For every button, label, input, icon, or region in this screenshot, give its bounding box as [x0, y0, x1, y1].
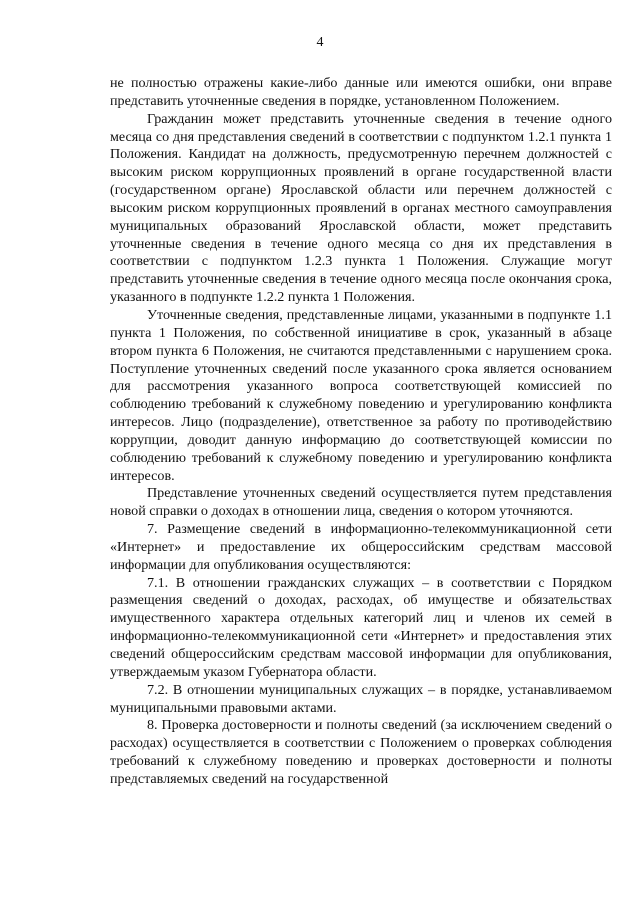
page-number: 4	[316, 35, 324, 50]
paragraph-item-7: 7. Размещение сведений в информационно-телекоммуникационной сети «Интернет» и предоставление их общероссийским средствам массовой информации для опубликования осуществляются:	[110, 521, 612, 573]
paragraph-citizen-corrections: Гражданин может представить уточненные сведения в течение одного месяца со дня представления сведений в соответствии с подпунктом 1.2.1 пункта 1 Положения. Кандидат на должность, предусмотренную перечнем должностей с высоким риском коррупционных проявлений в органе государственной власти (государственном органе) Ярославской области или перечнем должностей с высоким риском коррупционных проявлений в органах местного самоуправления муниципальных образований Ярославской области, может представить уточненные сведения в течение одного месяца со дня их представления в соответствии с подпунктом 1.2.3 пункта 1 Положения. Служащие могут представить уточненные сведения в течение одного месяца после окончания срока, указанного в подпункте 1.2.2 пункта 1 Положения.	[110, 110, 612, 306]
paragraph-item-7-1: 7.1. В отношении гражданских служащих – в соответствии с Порядком размещения сведений о доходах, расходах, об имуществе и обязательствах имущественного характера отдельных категорий лиц и членов их семей в информационно-телекоммуникационной сети «Интернет» и предоставления этих сведений общероссийским средствам массовой информации для опубликования, утверждаемым указом Губернатора области.	[110, 574, 612, 680]
paragraph-item-7-2: 7.2. В отношении муниципальных служащих – в порядке, устанавливаемом муниципальными правовыми актами.	[110, 681, 612, 716]
paragraph-corrected-info: Уточненные сведения, представленные лицами, указанными в подпункте 1.1 пункта 1 Положения, по собственной инициативе в срок, указанный в абзаце втором пункта 6 Положения, не считаются представленными с нарушением срока. Поступление уточненных сведений после указанного срока является основанием для рассмотрения указанного вопроса соответствующей комиссией по соблюдению требований к служебному поведению и урегулированию конфликта интересов. Лицо (подразделение), ответственное за работу по противодействию коррупции, доводит данную информацию до соответствующей комиссии по соблюдению требований к служебному поведению и урегулированию конфликта интересов.	[110, 306, 612, 484]
paragraph-continuation: не полностью отражены какие-либо данные или имеются ошибки, они вправе представить уточненные сведения в порядке, установленном Положением.	[110, 75, 612, 109]
document-body	[110, 75, 612, 789]
paragraph-new-certificate: Представление уточненных сведений осуществляется путем представления новой справки о доходах в отношении лица, сведения о котором уточняются.	[110, 485, 612, 520]
paragraph-item-8: 8. Проверка достоверности и полноты сведений (за исключением сведений о расходах) осуществляется в соответствии с Положением о проверках соблюдения требований к служебному поведению и проверках достоверности и полноты представляемых сведений на государственной	[110, 717, 612, 787]
